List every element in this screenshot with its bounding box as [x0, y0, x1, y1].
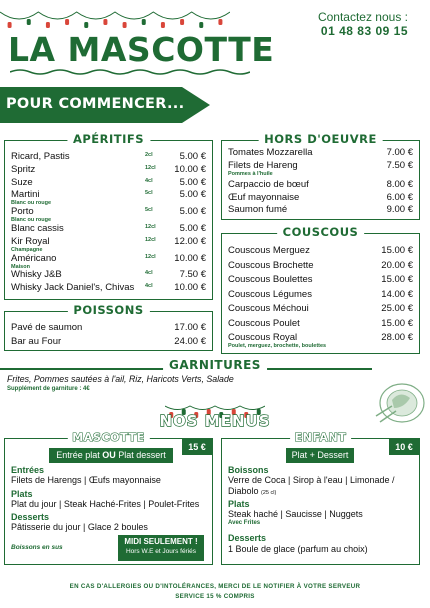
item-volume: 5cl [145, 190, 153, 197]
item-price: 12.00 € [174, 235, 206, 247]
item-price: 28.00 € [381, 332, 413, 343]
item-name: Œuf mayonnaise [228, 191, 300, 203]
item-price: 7.50 € [179, 269, 206, 281]
midi-title: MIDI SEULEMENT ! [124, 537, 198, 546]
item-name: Blanc cassis [11, 223, 64, 234]
enfant-boissons-text: Verre de Coca | Sirop à l'eau | Limonade / [228, 475, 395, 485]
item-volume: 12cl [145, 253, 156, 260]
item-name: Filets de Hareng [228, 159, 298, 171]
wave-underline-icon [10, 68, 250, 76]
contact-label: Contactez nous : [317, 10, 408, 24]
item-name: Porto [11, 206, 34, 218]
item-volume: 2cl [145, 152, 153, 158]
formula-part2: Plat dessert [115, 450, 166, 460]
menu-enfant-title: ENFANT [290, 431, 352, 444]
item-price: 5.00 € [179, 206, 206, 218]
enfant-boissons-label: Boissons [228, 465, 269, 475]
menu-enfant-formula: Plat + Dessert [286, 448, 354, 463]
footer-service-note: SERVICE 15 % COMPRIS [175, 593, 255, 600]
formula-or: OU [102, 450, 116, 460]
item-name: Couscous Poulet [228, 317, 300, 329]
enfant-boissons-volume: (25 cl) [261, 490, 277, 496]
item-name: Bar au Four [11, 336, 62, 347]
item-name: Suze [11, 176, 33, 188]
midi-badge [118, 535, 204, 561]
item-note: Pommes à l'huile [228, 170, 273, 177]
garnitures-text: Frites, Pommes sautées à l'ail, Riz, Haricots Verts, Salade [7, 374, 234, 384]
light-bulb [123, 22, 127, 28]
light-bulb [8, 22, 12, 28]
item-name: Kir Royal [11, 235, 50, 247]
item-name: Couscous Brochette [228, 259, 314, 271]
light-bulb [142, 19, 146, 25]
aperitifs-box [4, 132, 213, 300]
item-note: Maison [11, 263, 30, 270]
item-price: 10.00 € [174, 252, 206, 264]
hors-doeuvre-box [221, 132, 420, 220]
aperitifs-title: APÉRITIFS [67, 132, 150, 146]
light-bulb [180, 19, 184, 25]
enfant-desserts-label: Desserts [228, 533, 267, 543]
mascotte-plats-label: Plats [11, 489, 33, 499]
light-bulb [199, 22, 203, 28]
contact-phone[interactable]: 01 48 83 09 15 [320, 24, 408, 38]
menu-mascotte-title: MASCOTTE [67, 431, 149, 444]
item-price: 9.00 € [386, 204, 413, 215]
light-bulb [84, 22, 88, 28]
item-note: Blanc ou rouge [11, 217, 52, 224]
item-name: Tomates Mozzarella [228, 147, 313, 158]
item-name: Pavé de saumon [11, 322, 83, 333]
item-price: 15.00 € [381, 274, 413, 285]
mascotte-entrees-text: Filets de Harengs | Œufs mayonnaise [11, 475, 161, 485]
light-bulb [27, 19, 31, 25]
mascotte-boissons-note: Boissons en sus [11, 544, 63, 551]
item-price: 24.00 € [174, 336, 206, 347]
enfant-plats-sub: Avec Frites [228, 520, 261, 526]
item-price: 14.00 € [381, 288, 413, 300]
item-price: 20.00 € [381, 259, 413, 271]
menu-mascotte-price: 15 € [182, 439, 212, 455]
enfant-boissons-line2 [228, 486, 276, 496]
item-name: Couscous Royal [228, 332, 298, 343]
garnitures-title: GARNITURES [163, 358, 267, 372]
couscous-title: COUSCOUS [277, 225, 365, 239]
item-volume: 12cl [145, 224, 156, 230]
item-name: Whisky Jack Daniel's, Chivas [11, 282, 135, 294]
enfant-boissons-diabolo: Diabolo [228, 486, 259, 496]
item-name: Couscous Merguez [228, 245, 310, 256]
item-price: 7.50 € [386, 159, 413, 171]
light-bulb [161, 22, 165, 28]
item-name: Martini [11, 189, 40, 201]
menu-enfant-box [221, 431, 420, 565]
item-volume: 4cl [145, 177, 153, 184]
item-price: 8.00 € [386, 179, 413, 190]
mascotte-desserts-text: Pâtisserie du jour | Glace 2 boules [11, 522, 148, 532]
item-name: Saumon fumé [228, 204, 288, 215]
item-name: Couscous Méchoui [228, 303, 309, 314]
item-price: 5.00 € [179, 189, 206, 201]
item-name: Couscous Légumes [228, 288, 312, 300]
footer-allergy-note: EN CAS D'ALLERGIES OU D'INTOLÉRANCES, MERCI DE LE NOTIFIER À VOTRE SERVEUR [69, 583, 361, 590]
item-price: 17.00 € [174, 322, 206, 333]
enfant-desserts-text: 1 Boule de glace (parfum au choix) [228, 544, 368, 554]
poissons-title: POISSONS [67, 303, 149, 317]
mascotte-plats-text: Plat du jour | Steak Haché-Frites | Poulet-Frites [11, 499, 200, 509]
item-name: Whisky J&B [11, 269, 62, 281]
item-volume: 4cl [145, 270, 153, 277]
light-bulb [65, 19, 69, 25]
item-volume: 12cl [145, 164, 156, 171]
light-bulb [218, 19, 222, 25]
item-volume: 4cl [145, 283, 153, 290]
menu-mascotte-box [4, 431, 213, 565]
item-name: Spritz [11, 163, 36, 175]
item-price: 15.00 € [381, 245, 413, 256]
item-name: Américano [11, 252, 57, 264]
item-price: 15.00 € [381, 317, 413, 329]
mascotte-desserts-label: Desserts [11, 512, 50, 522]
item-volume: 12cl [145, 236, 156, 243]
item-name: Carpaccio de bœuf [228, 179, 309, 190]
menu-enfant-price: 10 € [389, 439, 419, 455]
couscous-box [221, 225, 420, 354]
menu-mascotte-formula [49, 448, 173, 463]
item-volume: 5cl [145, 207, 153, 214]
enfant-plats-label: Plats [228, 499, 250, 509]
hors-doeuvre-title: HORS D'OEUVRE [258, 132, 383, 146]
item-price: 5.00 € [179, 176, 206, 188]
salad-plate-icon [372, 378, 427, 428]
poissons-box [4, 303, 213, 351]
item-price: 5.00 € [179, 223, 206, 234]
mascotte-entrees-label: Entrées [11, 465, 45, 475]
enfant-plats-text: Steak haché | Saucisse | Nuggets [228, 509, 363, 519]
item-note: Poulet, merguez, brochette, boulettes [228, 343, 327, 349]
logo: LA MASCOTTE [8, 30, 275, 69]
formula-part1: Entrée plat [56, 450, 103, 460]
item-price: 7.00 € [386, 147, 413, 158]
banner-title: POUR COMMENCER... [6, 96, 185, 112]
item-price: 10.00 € [174, 163, 206, 175]
item-name: Ricard, Pastis [11, 151, 70, 162]
light-bulb [103, 19, 107, 25]
item-name: Couscous Boulettes [228, 274, 313, 285]
midi-subtitle: Hors W.E et Jours fériés [125, 548, 197, 555]
item-price: 10.00 € [174, 282, 206, 294]
item-note: Blanc ou rouge [11, 200, 52, 207]
item-price: 5.00 € [179, 151, 206, 162]
light-bulb [46, 22, 50, 28]
garnitures-supplement: Supplément de garniture : 4€ [7, 386, 90, 392]
item-note: Champagne [11, 246, 43, 253]
item-price: 6.00 € [386, 191, 413, 203]
nos-menus-title: NOS MENUS [159, 412, 271, 430]
item-price: 25.00 € [381, 303, 413, 314]
